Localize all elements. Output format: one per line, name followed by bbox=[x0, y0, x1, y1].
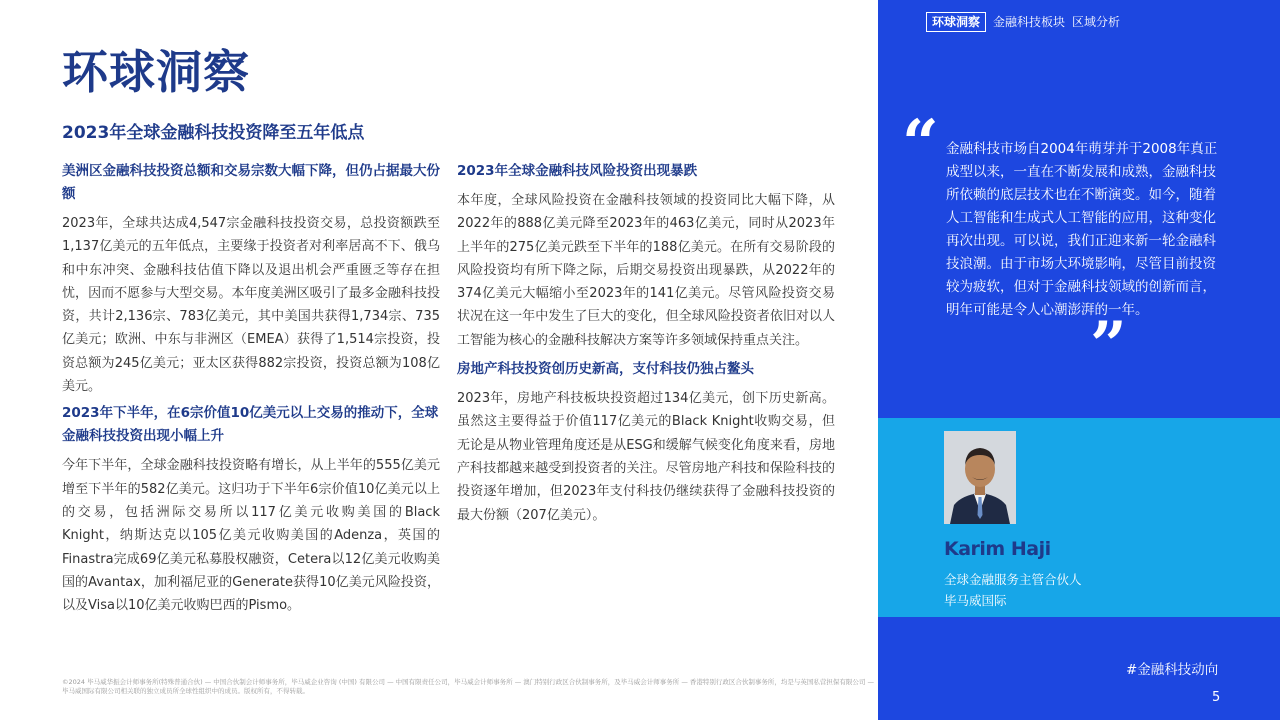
nav-tab-global-insights[interactable]: 环球洞察 bbox=[926, 12, 986, 32]
section-title: 2023年全球金融科技投资降至五年低点 bbox=[62, 123, 365, 143]
person-organization: 毕马威国际 bbox=[944, 593, 1007, 608]
person-card bbox=[878, 418, 1280, 617]
left-heading-2: 2023年下半年，在6宗价值10亿美元以上交易的推动下，全球金融科技投资出现小幅上升 bbox=[62, 405, 439, 445]
right-paragraph-1: 本年度，全球风险投资在金融科技领域的投资同比大幅下降，从2022年的888亿美元降至2023年的463亿美元，同时从2023年上半年的275亿美元跌至下半年的188亿美元。在所有交易阶段的风险投资均有所下降之际，后期交易投资出现暴跌，从2022年的374亿美元大幅缩小至2023年的141亿美元。尽管风险投资交易状况在这一年中发生了巨大的变化，但全球风险投资者依旧对以人工智能为核心的金融科技解决方案等许多领域保持重点关注。 bbox=[457, 193, 835, 348]
right-column bbox=[457, 160, 835, 533]
person-title: 全球金融服务主管合伙人 bbox=[944, 572, 1082, 587]
person-photo bbox=[944, 431, 1016, 524]
nav-tab-fintech-sector[interactable]: 金融科技板块 bbox=[993, 15, 1066, 29]
sidebar-panel bbox=[878, 0, 1280, 720]
right-paragraph-2: 2023年，房地产科技板块投资超过134亿美元，创下历史新高。虽然这主要得益于价值117亿美元的Black Knight收购交易，但无论是从物业管理角度还是从ESG和缓解气候变化角度来看，房地产科技都越来越受到投资者的关注。尽管房地产科技和保险科技的投资逐年增加，但2023年支付科技仍继续获得了金融科技投资的最大份额（207亿美元）。 bbox=[457, 391, 835, 523]
left-paragraph-2: 今年下半年，全球金融科技投资略有增长，从上半年的555亿美元增至下半年的582亿美元。这归功于下半年6宗价值10亿美元以上的交易，包括洲际交易所以117亿美元收购美国的Black Knight，纳斯达克以105亿美元收购美国的Adenza，英国的Finastra完成69亿美元私募股权融资，Cetera以12亿美元收购美国的Avantax，加利福尼亚的Generate获得10亿美元风险投资，以及Visa以10亿美元收购巴西的Pismo。 bbox=[62, 458, 440, 614]
right-heading-2: 房地产科技投资创历史新高，支付科技仍独占鳌头 bbox=[457, 361, 754, 378]
quote-text: 金融科技市场自2004年萌芽并于2008年真正成型以来，一直在不断发展和成熟，金融科技所依赖的底层技术也在不断演变。如今，随着人工智能和生成式人工智能的应用，这种变化再次出现。可以说，我们正迎来新一轮金融科技浪潮。由于市场大环境影响，尽管目前投资较为疲软，但对于金融科技领域的创新而言，明年可能是令人心潮澎湃的一年。 bbox=[946, 141, 1218, 318]
open-quote-icon: “ bbox=[902, 106, 939, 181]
close-quote-icon: ” bbox=[1090, 308, 1127, 383]
page-number: 5 bbox=[1212, 690, 1221, 705]
left-heading-1: 美洲区金融科技投资总额和交易宗数大幅下降，但仍占据最大份额 bbox=[62, 163, 440, 202]
nav-tab-regional-analysis[interactable]: 区域分析 bbox=[1072, 15, 1121, 29]
left-column bbox=[62, 160, 440, 621]
right-heading-1: 2023年全球金融科技风险投资出现暴跌 bbox=[457, 163, 698, 179]
person-role bbox=[944, 569, 1082, 611]
page-title: 环球洞察 bbox=[62, 45, 250, 99]
top-navigation bbox=[926, 12, 1120, 32]
legal-disclaimer: ©2024 毕马威华振会计师事务所(特殊普通合伙) — 中国合伙制会计师事务所，毕马威企业咨询 (中国) 有限公司 — 中国有限责任公司，毕马威会计师事务所 — 澳门特别行政区合伙制事务所，及毕马威会计师事务所 — 香港特别行政区合伙制事务所，均是与英国私营担保有限公司 — 毕马威国际有限公司相关联的独立成员所全球性组织中的成员。版权所有，不得转载。 bbox=[62, 678, 874, 695]
person-name: Karim Haji bbox=[944, 538, 1051, 560]
left-paragraph-1: 2023年，全球共达成4,547宗金融科技投资交易，总投资额跌至1,137亿美元的五年低点，主要缘于投资者对利率居高不下、俄乌和中东冲突、金融科技估值下降以及退出机会严重匮乏等存在担忧，因而不愿参与大型交易。本年度美洲区吸引了最多金融科技投资，共计2,136宗、783亿美元，其中美国共获得1,734宗、735亿美元；欧洲、中东与非洲区（EMEA）获得了1,514宗投资，投资总额为245亿美元；亚太区获得882宗投资，投资总额为108亿美元。 bbox=[62, 216, 440, 395]
hashtag-label: #金融科技动向 bbox=[1126, 662, 1219, 678]
